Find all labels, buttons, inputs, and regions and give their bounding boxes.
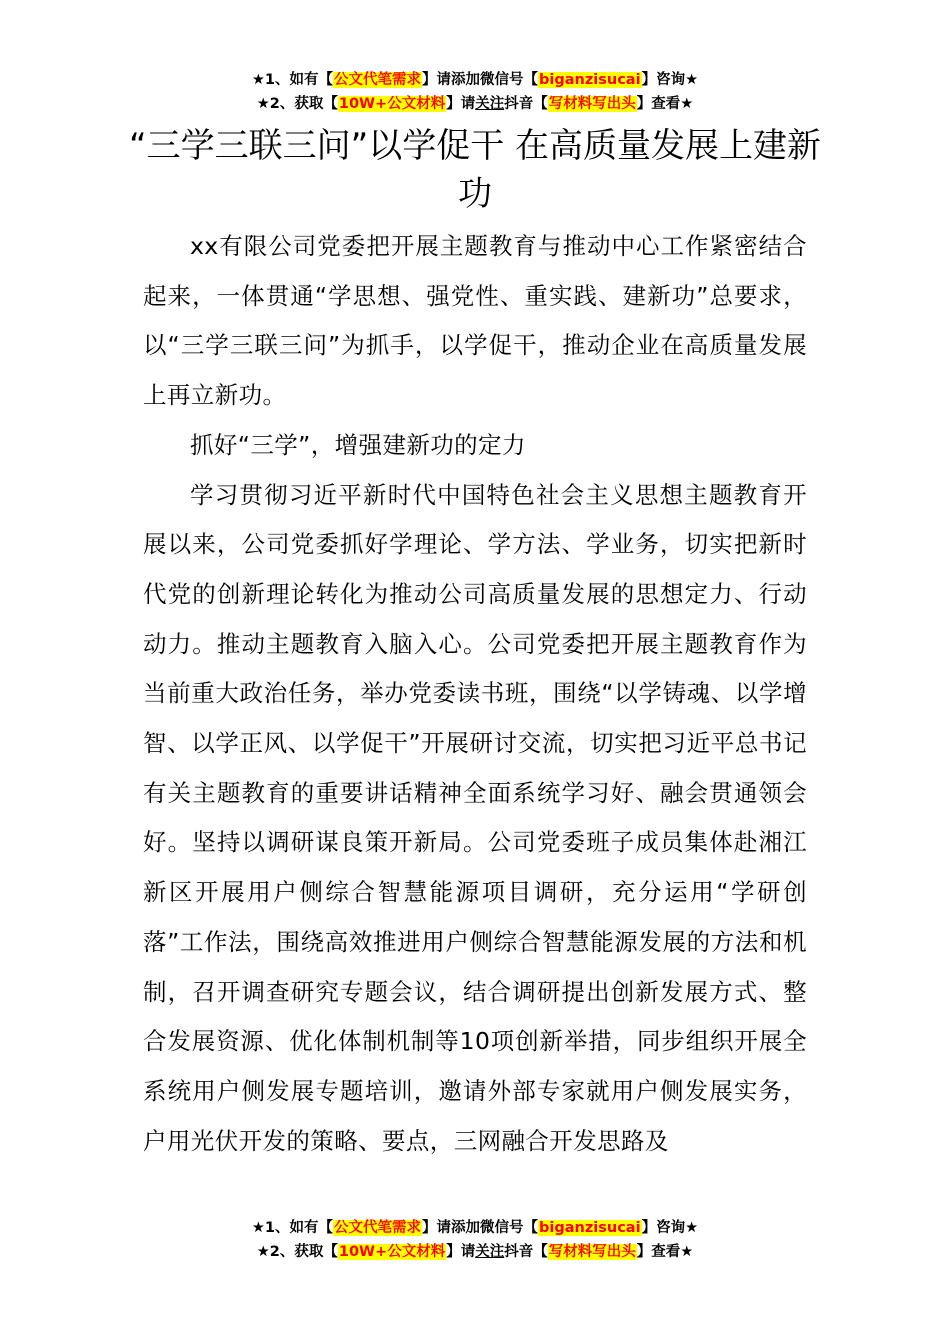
- document-body: [143, 222, 807, 1166]
- top-promo-banner: [0, 68, 950, 116]
- promo-underlined: 关注: [475, 96, 505, 112]
- promo-highlight: biganzisucai: [539, 72, 641, 88]
- bottom-promo-banner: [0, 1216, 950, 1264]
- promo-highlight: 公文代笔需求: [334, 1220, 422, 1236]
- promo-line-2: [0, 1240, 950, 1264]
- promo-text: 】请添加微信号【: [422, 72, 539, 88]
- promo-text: 】查看★: [636, 1244, 694, 1260]
- promo-text: 】咨询★: [641, 72, 699, 88]
- section-heading: 抓好“三学”，增强建新功的定力: [190, 430, 526, 459]
- promo-highlight: 写材料写出头: [548, 1244, 636, 1260]
- promo-line-1: [0, 68, 950, 92]
- promo-text: ★1、如有【: [251, 1220, 334, 1236]
- promo-text: 】请: [446, 1244, 476, 1260]
- paragraph-body: 学习贯彻习近平新时代中国特色社会主义思想主题教育开展以来，公司党委抓好学理论、学方法、学业务，切实把新时代党的创新理论转化为推动公司高质量发展的思想定力、行动动力。推动主题教育入脑入心。公司党委把开展主题教育作为当前重大政治任务，举办党委读书班，围绕“以学铸魂、以学增智、以学正风、以学促干”开展研讨交流，切实把习近平总书记有关主题教育的重要讲话精神全面系统学习好、融会贯通领会好。坚持以调研谋良策开新局。公司党委班子成员集体赴湘江新区开展用户侧综合智慧能源项目调研，充分运用“学研创落”工作法，围绕高效推进用户侧综合智慧能源发展的方法和机制，召开调查研究专题会议，结合调研提出创新发展方式、整合发展资源、优化体制机制等10项创新举措，同步组织开展全系统用户侧发展专题培训，邀请外部专家就用户侧发展实务，户用光伏开发的策略、要点，三网融合开发思路及: [143, 480, 807, 1155]
- promo-highlight: 10W+公文材料: [338, 1244, 446, 1260]
- promo-text: 】请添加微信号【: [422, 1220, 539, 1236]
- promo-highlight: biganzisucai: [539, 1220, 641, 1236]
- promo-underlined: 关注: [475, 1244, 505, 1260]
- promo-text: ★1、如有【: [251, 72, 334, 88]
- promo-highlight: 10W+公文材料: [338, 96, 446, 112]
- promo-highlight: 写材料写出头: [548, 96, 636, 112]
- promo-text: 】请: [446, 96, 476, 112]
- document-title: “三学三联三问”以学促干 在高质量发展上建新功: [128, 126, 822, 214]
- promo-text: 抖音【: [504, 96, 548, 112]
- promo-text: 】咨询★: [641, 1220, 699, 1236]
- promo-text: 】查看★: [636, 96, 694, 112]
- promo-line-2: [0, 92, 950, 116]
- promo-line-1: [0, 1216, 950, 1240]
- promo-text: 抖音【: [504, 1244, 548, 1260]
- paragraph-intro: xx有限公司党委把开展主题教育与推动中心工作紧密结合起来，一体贯通“学思想、强党性、重实践、建新功”总要求，以“三学三联三问”为抓手，以学促干，推动企业在高质量发展上再立新功。: [143, 232, 807, 410]
- promo-text: ★2、获取【: [256, 1244, 338, 1260]
- promo-highlight: 公文代笔需求: [334, 72, 422, 88]
- promo-text: ★2、获取【: [256, 96, 338, 112]
